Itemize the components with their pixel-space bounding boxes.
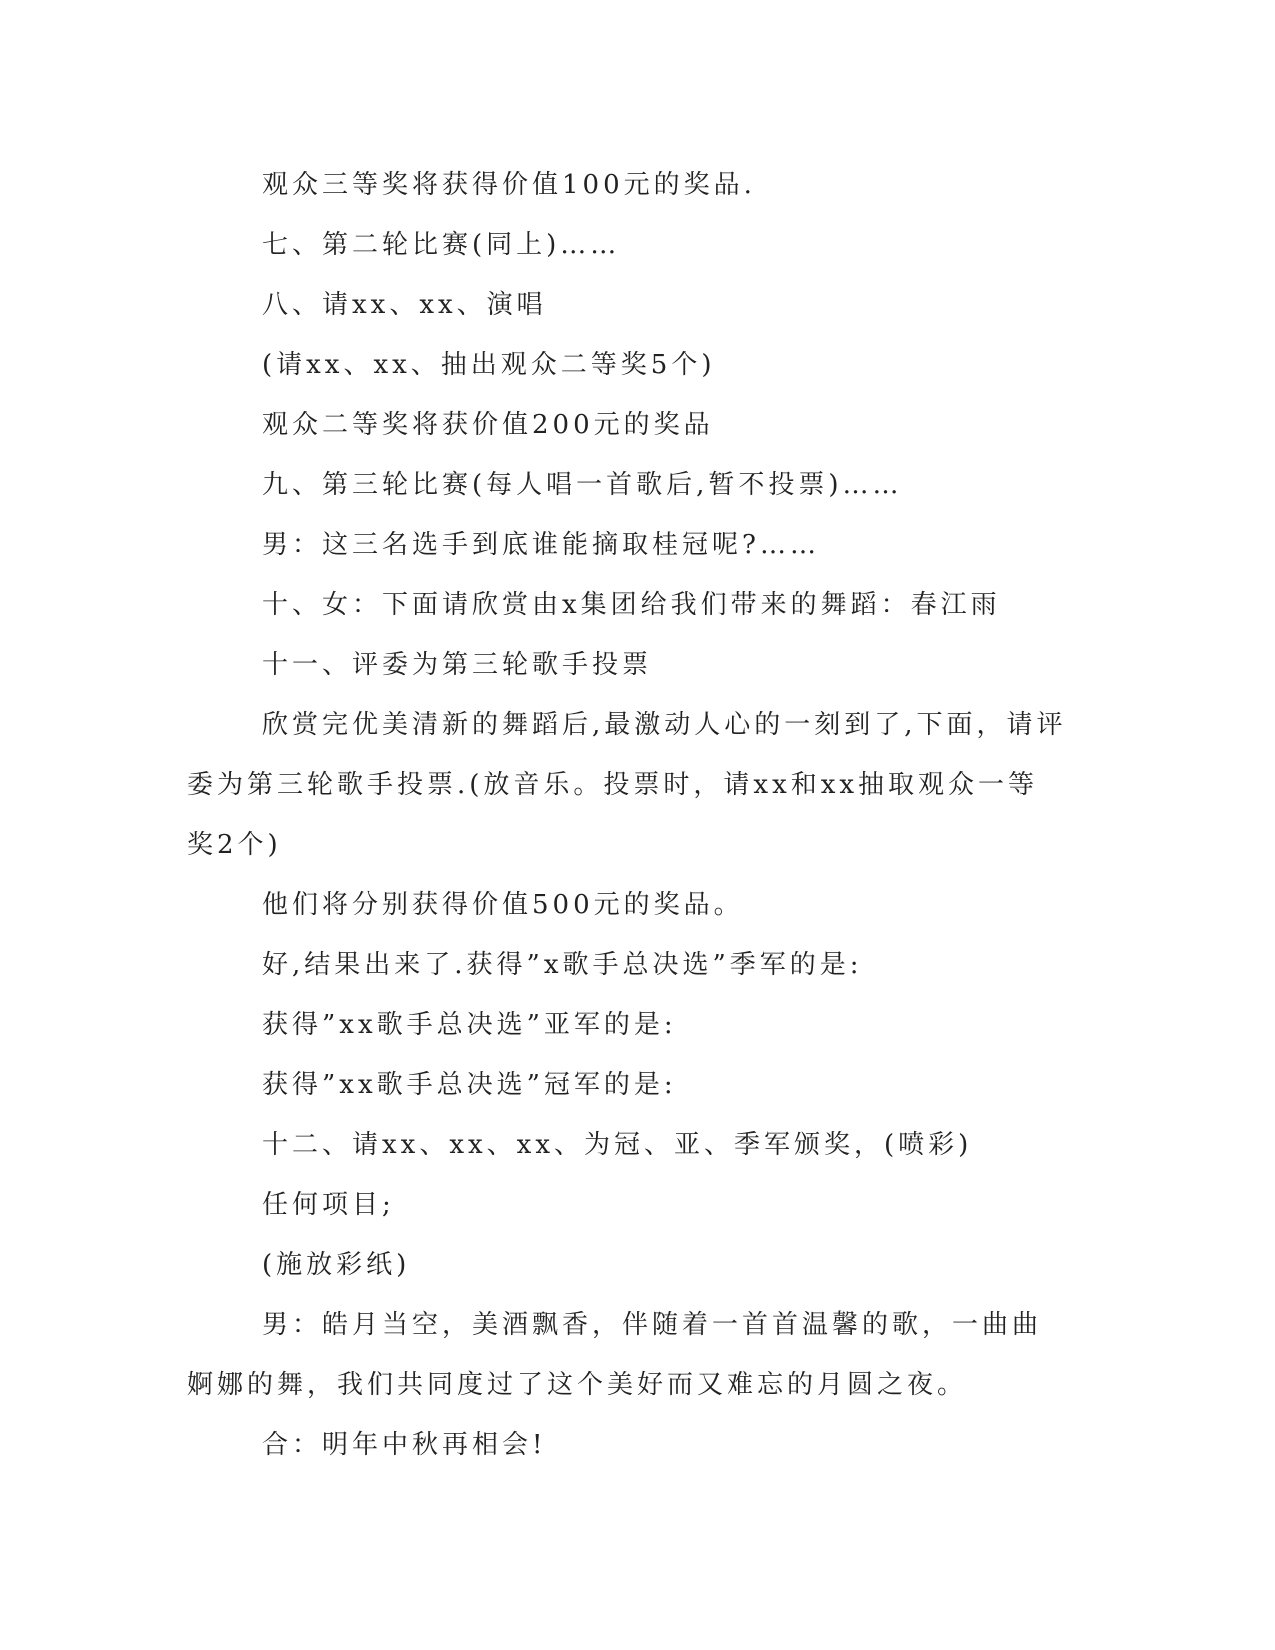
paragraph-audience-third-prize: 观众三等奖将获得价值100元的奖品. <box>262 170 756 200</box>
paragraph-item-twelve-awards: 十二、请xx、xx、xx、为冠、亚、季军颁奖，(喷彩) <box>262 1130 973 1160</box>
paragraph-champion: 获得”xx歌手总决选”冠军的是: <box>262 1070 677 1100</box>
paragraph-audience-second-prize: 观众二等奖将获价值200元的奖品 <box>262 410 714 440</box>
paragraph-male-host-closing: 男：皓月当空，美酒飘香，伴随着一首首温馨的歌，一曲曲婀娜的舞，我们共同度过了这个美好而又难忘的月圆之夜。 <box>187 1310 1043 1400</box>
paragraph-third-place: 好,结果出来了.获得”x歌手总决选”季军的是: <box>262 950 863 980</box>
paragraph-male-host-question: 男：这三名选手到底谁能摘取桂冠呢?…… <box>262 530 820 560</box>
paragraph-second-place: 获得”xx歌手总决选”亚军的是: <box>262 1010 677 1040</box>
paragraph-item-eleven: 十一、评委为第三轮歌手投票 <box>262 650 653 680</box>
paragraph-round-three: 九、第三轮比赛(每人唱一首歌后,暂不投票)…… <box>262 470 903 500</box>
paragraph-item-ten-dance: 十、女：下面请欣赏由x集团给我们带来的舞蹈：春江雨 <box>262 590 1001 620</box>
paragraph-confetti: (施放彩纸) <box>262 1250 411 1280</box>
paragraph-item-eight: 八、请xx、xx、演唱 <box>262 290 547 320</box>
paragraph-together-farewell: 合：明年中秋再相会! <box>262 1430 547 1460</box>
paragraph-any-items: 任何项目; <box>262 1190 395 1220</box>
document-body <box>187 155 1067 1475</box>
paragraph-round-two: 七、第二轮比赛(同上)…… <box>262 230 621 260</box>
paragraph-judges-vote: 欣赏完优美清新的舞蹈后,最激动人心的一刻到了,下面，请评委为第三轮歌手投票.(放音乐。投票时，请xx和xx抽取观众一等奖2个) <box>187 710 1067 860</box>
paragraph-draw-second-prize: (请xx、xx、抽出观众二等奖5个) <box>262 350 716 380</box>
paragraph-first-prize-value: 他们将分别获得价值500元的奖品。 <box>262 890 744 920</box>
